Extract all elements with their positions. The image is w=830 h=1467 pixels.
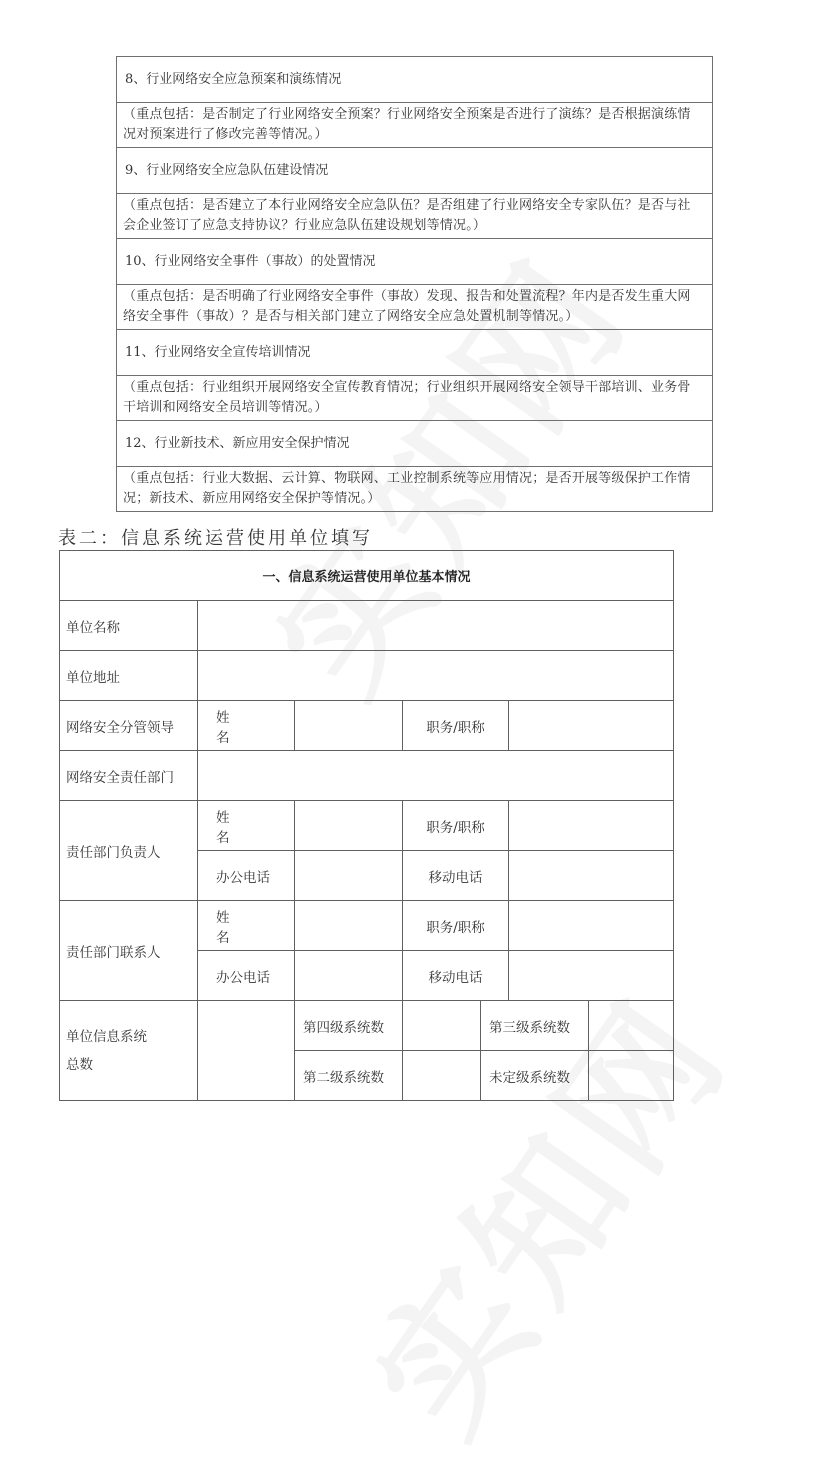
system-total-label: [60, 1001, 198, 1101]
system-total-label-line2: 总数: [66, 1056, 93, 1073]
responsible-dept-label: 网络安全责任部门: [60, 751, 198, 801]
item-title: 10、行业网络安全事件（事故）的处置情况: [117, 239, 713, 285]
table-row[interactable]: [117, 194, 713, 239]
table-row: [117, 57, 713, 103]
table-row: [60, 551, 674, 601]
responsible-dept-field[interactable]: [198, 751, 674, 801]
system-total-label-line1: 单位信息系统: [66, 1028, 147, 1045]
item-title: 11、行业网络安全宣传培训情况: [117, 330, 713, 376]
table-row[interactable]: [117, 376, 713, 421]
dept-contact-name-field[interactable]: [295, 901, 403, 951]
security-leader-name-field[interactable]: [295, 701, 403, 751]
table-caption: 表二：信息系统运营使用单位填写: [58, 528, 373, 549]
mobile-phone-label: 移动电话: [403, 951, 509, 1001]
unrated-field[interactable]: [589, 1051, 674, 1101]
table-row: [60, 651, 674, 701]
unrated-label: 未定级系统数: [481, 1051, 589, 1101]
item-description[interactable]: （重点包括：是否制定了行业网络安全预案？行业网络安全预案是否进行了演练？是否根据演练情况对预案进行了修改完善等情况。）: [117, 103, 713, 148]
item-description[interactable]: （重点包括：行业组织开展网络安全宣传教育情况；行业组织开展网络安全领导干部培训、业务骨干培训和网络安全员培训等情况。）: [117, 376, 713, 421]
job-title-label: 职务/职称: [403, 801, 509, 851]
job-title-label: 职务/职称: [403, 701, 509, 751]
level2-label: 第二级系统数: [295, 1051, 403, 1101]
section-title: 一、信息系统运营使用单位基本情况: [60, 551, 674, 601]
unit-name-field[interactable]: [198, 601, 674, 651]
unit-address-field[interactable]: [198, 651, 674, 701]
name-label: 姓名: [198, 801, 295, 851]
level3-label: 第三级系统数: [481, 1001, 589, 1051]
item-title: 8、行业网络安全应急预案和演练情况: [117, 57, 713, 103]
table-row: [60, 901, 674, 951]
name-label: 姓名: [198, 701, 295, 751]
level4-field[interactable]: [403, 1001, 481, 1051]
table-row[interactable]: [117, 285, 713, 330]
dept-contact-office-phone-field[interactable]: [295, 951, 403, 1001]
item-description[interactable]: （重点包括：行业大数据、云计算、物联网、工业控制系统等应用情况；是否开展等级保护工作情况；新技术、新应用网络安全保护等情况。）: [117, 467, 713, 512]
table-row: [60, 1001, 674, 1051]
name-label: 姓名: [198, 901, 295, 951]
item-description[interactable]: （重点包括：是否明确了行业网络安全事件（事故）发现、报告和处置流程？年内是否发生重大网络安全事件（事故）？是否与相关部门建立了网络安全应急处置机制等情况。）: [117, 285, 713, 330]
level2-field[interactable]: [403, 1051, 481, 1101]
office-phone-label: 办公电话: [198, 851, 295, 901]
dept-head-mobile-field[interactable]: [509, 851, 674, 901]
table-row: [60, 751, 674, 801]
dept-contact-label: 责任部门联系人: [60, 901, 198, 1001]
level3-field[interactable]: [589, 1001, 674, 1051]
item-title: 9、行业网络安全应急队伍建设情况: [117, 148, 713, 194]
security-leader-label: 网络安全分管领导: [60, 701, 198, 751]
unit-name-label: 单位名称: [60, 601, 198, 651]
dept-head-label: 责任部门负责人: [60, 801, 198, 901]
table-row: [117, 421, 713, 467]
dept-head-name-field[interactable]: [295, 801, 403, 851]
item-description[interactable]: （重点包括：是否建立了本行业网络安全应急队伍？是否组建了行业网络安全专家队伍？是否与社会企业签订了应急支持协议？行业应急队伍建设规划等情况。）: [117, 194, 713, 239]
table-row: [117, 148, 713, 194]
level4-label: 第四级系统数: [295, 1001, 403, 1051]
mobile-phone-label: 移动电话: [403, 851, 509, 901]
table-row[interactable]: [117, 467, 713, 512]
dept-contact-mobile-field[interactable]: [509, 951, 674, 1001]
item-title: 12、行业新技术、新应用安全保护情况: [117, 421, 713, 467]
office-phone-label: 办公电话: [198, 951, 295, 1001]
table-row: [60, 701, 674, 751]
system-total-field[interactable]: [198, 1001, 295, 1101]
dept-contact-title-field[interactable]: [509, 901, 674, 951]
table-row: [117, 330, 713, 376]
unit-address-label: 单位地址: [60, 651, 198, 701]
security-leader-title-field[interactable]: [509, 701, 674, 751]
industry-security-table: [116, 56, 713, 512]
table-row: [117, 239, 713, 285]
dept-head-title-field[interactable]: [509, 801, 674, 851]
table-row: [60, 801, 674, 851]
unit-info-table: [59, 550, 674, 1101]
dept-head-office-phone-field[interactable]: [295, 851, 403, 901]
table-row[interactable]: [117, 103, 713, 148]
job-title-label: 职务/职称: [403, 901, 509, 951]
table-row: [60, 601, 674, 651]
